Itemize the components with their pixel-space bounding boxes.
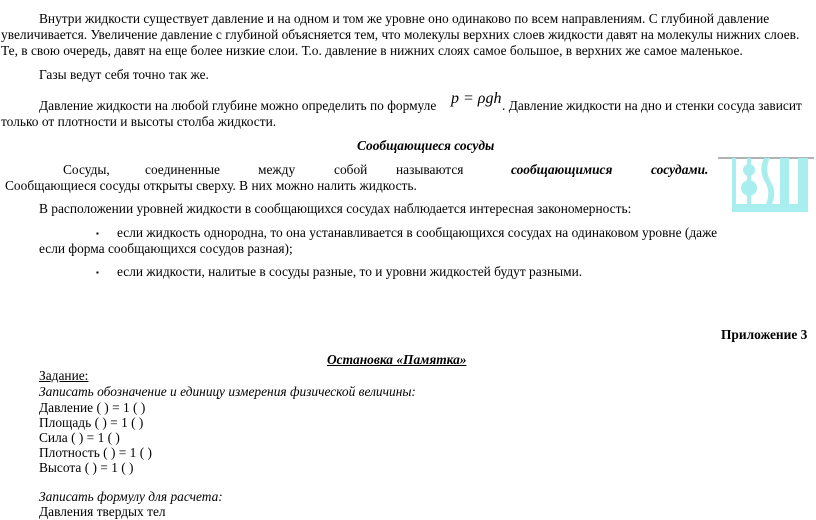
pressure-line-2: только от плотности и высоты столба жидкости. bbox=[1, 114, 277, 129]
appendix-label: Приложение 3 bbox=[721, 327, 808, 342]
vessel-bulb-upper bbox=[743, 164, 755, 176]
task-item-force: Сила ( ) = 1 ( ) bbox=[39, 430, 120, 445]
definition-word-2: соединенные bbox=[145, 162, 220, 177]
task-item-area: Площадь ( ) = 1 ( ) bbox=[39, 415, 144, 430]
section-heading: Сообщающиеся сосуды bbox=[357, 138, 495, 153]
gases-sentence: Газы ведут себя точно так же. bbox=[39, 67, 209, 82]
vessel-bulb-lower bbox=[741, 180, 757, 196]
vessel-tube-5 bbox=[798, 158, 808, 208]
communicating-vessels-illustration bbox=[718, 154, 814, 214]
formula-instruction: Записать формулу для расчета: bbox=[39, 489, 223, 504]
task-item-pressure: Давление ( ) = 1 ( ) bbox=[39, 400, 146, 415]
definition-term-2: сосудами. bbox=[651, 162, 709, 177]
vessel-tube-3 bbox=[761, 158, 774, 208]
definition-word-1: Сосуды, bbox=[63, 162, 110, 177]
bullet-1-line-1: если жидкость однородна, то она устанавливается в сообщающихся сосудах на одинаковом уровне (даже bbox=[117, 225, 718, 240]
task-item-density: Плотность ( ) = 1 ( ) bbox=[39, 445, 152, 460]
definition-term-1: сообщающимися bbox=[511, 162, 613, 177]
bullet-marker-2: ▪ bbox=[96, 268, 99, 277]
intro-line-1: Внутри жидкости существует давление и на одном и том же уровне оно одинаково по всем направлениям. С глубиной давление bbox=[39, 11, 770, 26]
pressure-text-after: . Давление жидкости на дно и стенки сосуда зависит bbox=[502, 98, 802, 113]
definition-line-2: Сообщающиеся сосуды открыты сверху. В них можно налить жидкость. bbox=[5, 178, 417, 193]
definition-word-3: между bbox=[258, 162, 296, 177]
definition-word-5: называются bbox=[396, 162, 464, 177]
bullet-2-line: если жидкости, налитые в сосуды разные, то и уровни жидкостей будут разными. bbox=[117, 264, 583, 279]
regularity-sentence: В расположении уровней жидкости в сообщающихся сосудах наблюдается интересная закономерность: bbox=[39, 201, 632, 216]
bullet-1-line-2: если форма сообщающихся сосудов разная); bbox=[39, 241, 293, 256]
pressure-text-before: Давление жидкости на любой глубине можно определить по формуле bbox=[39, 98, 437, 113]
bullet-marker-1: ▪ bbox=[96, 229, 99, 238]
intro-line-3: Те, в свою очередь, давят на еще более низкие слои. Т.о. давление в нижних слоях самое большое, в верхних же самое маленькое. bbox=[1, 43, 743, 58]
formula-item-solids: Давления твердых тел bbox=[39, 504, 166, 519]
task-item-height: Высота ( ) = 1 ( ) bbox=[39, 460, 134, 475]
pressure-formula: p = ρgh bbox=[451, 90, 502, 107]
vessel-tube-4 bbox=[780, 158, 789, 208]
task-instruction: Записать обозначение и единицу измерения физической величины: bbox=[39, 384, 416, 399]
vessel-tube-1 bbox=[732, 158, 736, 208]
stop-title: Остановка «Памятка» bbox=[327, 352, 467, 367]
definition-word-4: собой bbox=[334, 162, 368, 177]
intro-line-2: увеличивается. Увеличение давление с глубиной объясняется тем, что молекулы верхних слоев жидкости давят на молекулы нижних слоев. bbox=[1, 27, 800, 42]
task-label: Задание: bbox=[39, 368, 89, 383]
